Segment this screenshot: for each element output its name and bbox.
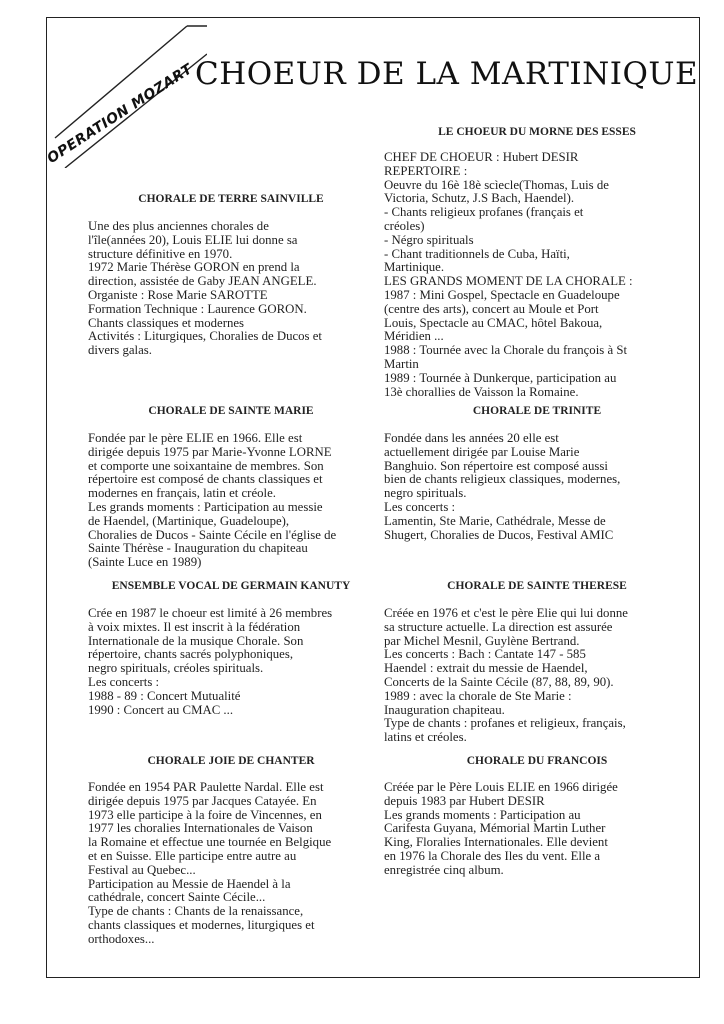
text-line: - Chants religieux profanes (français et: [384, 205, 584, 220]
text-line: LES GRANDS MOMENT DE LA CHORALE :: [384, 274, 633, 289]
text-line: Choralies de Ducos - Sainte Cécile en l'église de: [88, 527, 337, 542]
text-line: 1989 : Tournée à Dunkerque, participation au: [384, 370, 617, 385]
text-line: Martin: [384, 356, 419, 371]
text-line: Activités : Liturgiques, Choralies de Ducos et: [88, 329, 322, 344]
text-line: Banghuio. Son répertoire est composé aussi: [384, 458, 608, 473]
text-line: et comporte une soixantaine de membres. Son: [88, 458, 324, 473]
text-line: dirigée depuis 1975 par Jacques Catayée. En: [88, 793, 317, 808]
text-line: 1990 : Concert au CMAC ...: [88, 702, 234, 717]
text-line: 1977 les choralies Internationales de Vaison: [88, 821, 313, 836]
text-line: 13è chorallies de Vaisson la Romaine.: [384, 384, 579, 399]
section-title-terre-sainville: CHORALE DE TERRE SAINVILLE: [138, 193, 324, 205]
text-line: Participation au Messie de Haendel à la: [88, 876, 291, 891]
section-title-francois: CHORALE DU FRANCOIS: [466, 755, 608, 767]
text-line: répertoire est composé de chants classiques et: [88, 472, 323, 487]
text-line: Fondée dans les années 20 elle est: [384, 431, 559, 445]
operation-mozart-banner: OPERATION MOZART: [44, 61, 196, 167]
text-line: Fondée par le père ELIE en 1966. Elle est: [88, 431, 303, 445]
text-line: orthodoxes...: [88, 931, 155, 946]
text-line: actuellement dirigée par Louise Marie: [384, 444, 580, 459]
text-line: Festival au Quebec...: [88, 862, 196, 877]
section-title-germain-kanuty: ENSEMBLE VOCAL DE GERMAIN KANUTY: [111, 580, 351, 592]
section-title-morne-des-esses: LE CHOEUR DU MORNE DES ESSES: [438, 126, 636, 138]
text-line: à voix mixtes. Il est inscrit à la fédération: [88, 619, 301, 634]
text-line: modernes en français, latin et créole.: [88, 486, 276, 501]
text-line: sa structure actuelle. La direction est assurée: [384, 619, 613, 634]
text-line: Les concerts :: [88, 674, 160, 689]
text-line: negro spirituals.: [384, 486, 467, 501]
text-line: Lamentin, Ste Marie, Cathédrale, Messe de: [384, 513, 606, 528]
text-line: créoles): [384, 218, 425, 233]
text-line: (centre des arts), concert au Moule et Port: [384, 301, 599, 316]
text-line: Victoria, Schutz, J.S Bach, Haendel).: [384, 191, 575, 206]
section-body-joie-de-chanter: [88, 781, 380, 947]
text-line: Créée par le Père Louis ELIE en 1966 dirigée: [384, 780, 618, 794]
section-body-francois: [384, 781, 694, 878]
text-line: (Sainte Luce en 1989): [88, 555, 202, 570]
section-title-trinite: CHORALE DE TRINITE: [472, 405, 602, 417]
text-line: Oeuvre du 16è 18è scìecle(Thomas, Luis de: [384, 177, 609, 192]
text-line: - Négro spirituals: [384, 232, 474, 247]
text-line: Organiste : Rose Marie SAROTTE: [88, 287, 268, 302]
text-line: Type de chants : Chants de la renaissance,: [88, 904, 304, 919]
text-line: Concerts de la Sainte Cécile (87, 88, 89, 90).: [384, 674, 614, 689]
text-line: Sainte Thérèse - Inauguration du chapiteau: [88, 541, 308, 556]
section-body-sainte-therese: [384, 607, 694, 745]
text-line: 1989 : avec la chorale de Ste Marie :: [384, 688, 572, 703]
text-line: 1988 : Tournée avec la Chorale du françois à St: [384, 343, 627, 358]
section-body-germain-kanuty: [88, 607, 380, 717]
text-line: divers galas.: [88, 343, 152, 358]
text-line: répertoire, chants sacrés polyphoniques,: [88, 647, 294, 662]
text-line: Les concerts :: [384, 499, 456, 514]
text-line: de Haendel, (Martinique, Guadeloupe),: [88, 513, 290, 528]
text-line: en 1976 la Chorale des Iles du vent. Elle a: [384, 848, 601, 863]
text-line: et en Suisse. Elle participe entre autre au: [88, 848, 297, 863]
section-title-joie-de-chanter: CHORALE JOIE DE CHANTER: [147, 755, 315, 767]
text-line: par Michel Mesnil, Guylène Bertrand.: [384, 633, 580, 648]
text-line: King, Floralies Internationales. Elle devient: [384, 835, 608, 850]
section-body-trinite: [384, 432, 694, 542]
text-line: Les concerts : Bach : Cantate 147 - 585: [384, 647, 586, 662]
text-line: Martinique.: [384, 260, 445, 275]
text-line: Une des plus anciennes chorales de: [88, 219, 269, 233]
text-line: bien de chants religieux classiques, modernes,: [384, 472, 621, 487]
text-line: Formation Technique : Laurence GORON.: [88, 301, 307, 316]
text-line: Carifesta Guyana, Mémorial Martin Luther: [384, 821, 606, 836]
text-line: Haendel : extrait du messie de Haendel,: [384, 661, 588, 676]
text-line: chants classiques et modernes, liturgiques et: [88, 917, 315, 932]
text-line: Crée en 1987 le choeur est limité à 26 membres: [88, 606, 333, 620]
text-line: enregistrée cinq album.: [384, 862, 504, 877]
text-line: REPERTOIRE :: [384, 163, 468, 178]
text-line: Les grands moments : Participation au messie: [88, 499, 323, 514]
text-line: l'île(années 20), Louis ELIE lui donne sa: [88, 232, 298, 247]
section-body-morne-des-esses: [384, 151, 694, 399]
text-line: Shugert, Choralies de Ducos, Festival AMIC: [384, 527, 614, 542]
text-line: depuis 1983 par Hubert DESIR: [384, 793, 545, 808]
text-line: dirigée depuis 1975 par Marie-Yvonne LORNE: [88, 444, 332, 459]
text-line: cathédrale, concert Sainte Cécile...: [88, 890, 266, 905]
section-title-sainte-marie: CHORALE DE SAINTE MARIE: [148, 405, 314, 417]
text-line: 1988 - 89 : Concert Mutualité: [88, 688, 241, 703]
text-line: la Romaine et effectue une tournée en Belgique: [88, 835, 332, 850]
section-title-sainte-therese: CHORALE DE SAINTE THERESE: [447, 580, 627, 592]
text-line: Louis, Spectacle au CMAC, hôtel Bakoua,: [384, 315, 603, 330]
text-line: Fondée en 1954 PAR Paulette Nardal. Elle est: [88, 780, 324, 794]
text-line: CHEF DE CHOEUR : Hubert DESIR: [384, 150, 579, 164]
section-body-terre-sainville: [88, 220, 378, 358]
text-line: structure définitive en 1970.: [88, 246, 233, 261]
text-line: negro spirituals, créoles spirituals.: [88, 661, 264, 676]
text-line: 1987 : Mini Gospel, Spectacle en Guadeloupe: [384, 287, 620, 302]
text-line: Les grands moments : Participation au: [384, 807, 581, 822]
text-line: Inauguration chapiteau.: [384, 702, 505, 717]
text-line: Créée en 1976 et c'est le père Elie qui lui donne: [384, 606, 628, 620]
page-title: CHOEUR DE LA MARTINIQUE: [195, 56, 699, 92]
text-line: latins et créoles.: [384, 730, 467, 745]
text-line: Type de chants : profanes et religieux, français,: [384, 716, 626, 731]
text-line: Internationale de la musique Chorale. Son: [88, 633, 304, 648]
text-line: direction, assistée de Gaby JEAN ANGELE.: [88, 274, 317, 289]
text-line: Méridien ...: [384, 329, 444, 344]
text-line: - Chant traditionnels de Cuba, Haïti,: [384, 246, 570, 261]
section-body-sainte-marie: [88, 432, 380, 570]
text-line: Chants classiques et modernes: [88, 315, 245, 330]
text-line: 1972 Marie Thérèse GORON en prend la: [88, 260, 300, 275]
text-line: 1973 elle participe à la foire de Vincennes, en: [88, 807, 322, 822]
